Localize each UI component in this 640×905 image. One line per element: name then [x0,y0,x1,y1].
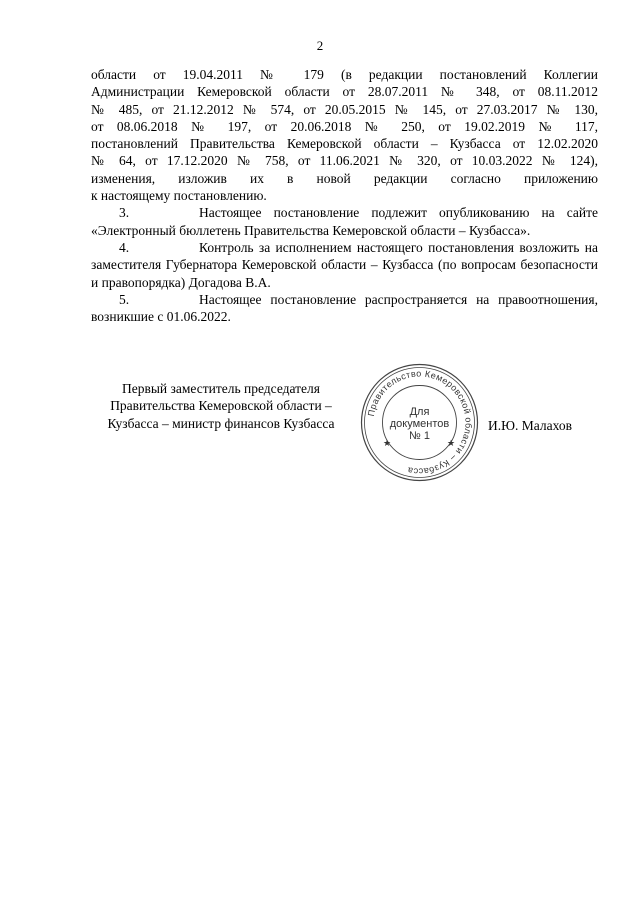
signer-title-line: Кузбасса – министр финансов Кузбасса [107,415,335,431]
intro-paragraph [91,66,598,204]
intro-line: № 64, от 17.12.2020 № 758, от 11.06.2021 № 320, от 10.03.2022 № 124), [91,153,598,169]
item-4 [91,239,598,291]
intro-line: к настоящему постановлению. [91,188,267,204]
svg-text:Правительство Кемеровской обла: Правительство Кемеровской области – Кузбасса [365,368,474,477]
item-number: 3. [119,205,130,221]
seal-center-line: № 1 [409,430,430,442]
item-text: Настоящее постановление подлежит опубликованию на сайте «Электронный бюллетень Правительства Кемеровской области – Кузбасса». [91,205,598,238]
item-number: 4. [119,239,130,255]
signer-name: И.Ю. Малахов [488,418,572,433]
item-number: 5. [119,291,130,307]
signer-title-line: Первый заместитель председателя [122,381,320,396]
intro-line: постановлений Правительства Кемеровской области – Кузбасса от 12.02.2020 [91,136,598,152]
item-5 [91,291,598,326]
item-text: Настоящее постановление распространяется на правоотношения, возникшие с 01.06.2022. [91,291,598,325]
intro-line: от 08.06.2018 № 197, от 20.06.2018 № 250, от 19.02.2019 № 117, [91,118,598,134]
item-text: Контроль за исполнением настоящего постановления возложить на заместителя Губернатора Кемеровской области – Кузбасса (по вопросам безопасности и правопорядка) Догадова В.А. [91,239,598,290]
intro-line: Администрации Кемеровской области от 28.07.2011 № 348, от 08.11.2012 [91,84,598,100]
seal-center-line: документов [389,418,450,430]
document-body [91,66,598,325]
svg-text:★: ★ [447,438,456,448]
svg-text:★: ★ [383,438,392,448]
item-3 [91,204,598,239]
page-number: 2 [316,38,324,53]
signer-title [91,380,351,432]
official-seal [357,360,482,485]
intro-line: изменения, изложив их в новой редакции согласно приложению [91,170,598,186]
signature-block [0,380,640,480]
signer-title-line: Правительства Кемеровской области – [110,398,332,414]
seal-center-line: Для [409,406,430,418]
intro-line: области от 19.04.2011 № 179 (в редакции постановлений Коллегии [91,67,598,82]
intro-line: № 485, от 21.12.2012 № 574, от 20.05.2015 № 145, от 27.03.2017 № 130, [91,101,598,117]
